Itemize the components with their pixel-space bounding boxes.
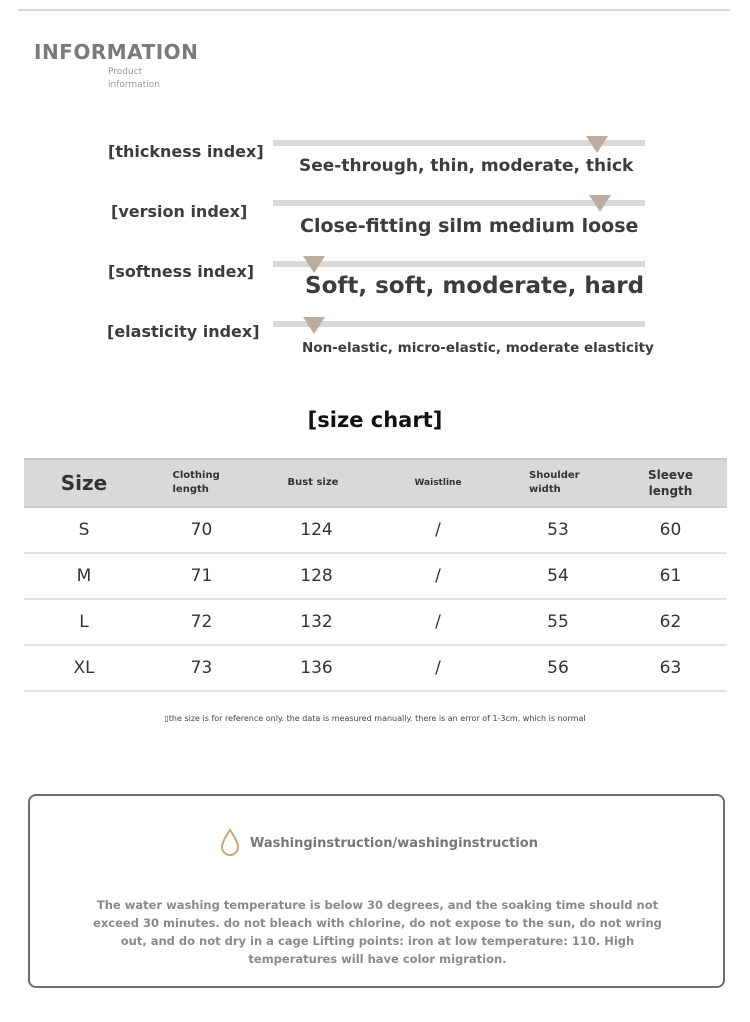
table-cell: M xyxy=(24,553,144,599)
size-table-header-row xyxy=(24,459,727,507)
table-cell: 136 xyxy=(259,645,374,691)
thickness-index-label: [thickness index] xyxy=(108,142,264,161)
table-cell: 70 xyxy=(144,507,259,553)
table-cell: XL xyxy=(24,645,144,691)
table-cell: 56 xyxy=(502,645,614,691)
table-row xyxy=(24,599,727,645)
table-cell: / xyxy=(374,599,502,645)
washing-heading: Washinginstruction/washinginstruction xyxy=(250,836,538,851)
table-cell: L xyxy=(24,599,144,645)
thickness-index-description: See-through, thin, moderate, thick xyxy=(299,156,634,176)
table-cell: 71 xyxy=(144,553,259,599)
version-index-label: [version index] xyxy=(111,202,248,221)
version-index-description: Close-fitting silm medium loose xyxy=(300,215,639,237)
size-chart-title: [size chart] xyxy=(307,408,443,432)
section-subtitle: Product information xyxy=(108,67,160,90)
table-cell: 132 xyxy=(259,599,374,645)
softness-index-bar xyxy=(273,261,645,267)
column-header-shoulder-width: Shoulder width xyxy=(502,459,614,507)
column-header-sleeve-length: Sleeve length xyxy=(614,459,727,507)
size-chart-note: ▯the size is for reference only. the data is measured manually. there is an error of 1-3cm, which is normal xyxy=(164,714,586,723)
table-cell: 124 xyxy=(259,507,374,553)
version-index-marker xyxy=(589,195,611,212)
elasticity-index-bar xyxy=(273,321,645,327)
table-cell: / xyxy=(374,507,502,553)
table-cell: 73 xyxy=(144,645,259,691)
elasticity-index-description: Non-elastic, micro-elastic, moderate elasticity xyxy=(302,340,654,356)
size-table xyxy=(24,458,727,692)
table-row xyxy=(24,645,727,691)
column-header-waistline: Waistline xyxy=(374,459,502,507)
table-cell: / xyxy=(374,645,502,691)
table-cell: 61 xyxy=(614,553,727,599)
section-title: INFORMATION xyxy=(34,40,199,64)
washing-instruction-panel xyxy=(28,794,725,988)
table-row xyxy=(24,553,727,599)
column-header-size: Size xyxy=(24,459,144,507)
elasticity-index-label: [elasticity index] xyxy=(107,322,260,341)
table-cell: S xyxy=(24,507,144,553)
water-drop-icon xyxy=(220,828,240,856)
table-cell: 55 xyxy=(502,599,614,645)
elasticity-index-marker xyxy=(303,317,325,334)
softness-index-marker xyxy=(303,256,325,273)
table-cell: 128 xyxy=(259,553,374,599)
table-cell: 72 xyxy=(144,599,259,645)
table-cell: 63 xyxy=(614,645,727,691)
top-divider xyxy=(18,9,730,11)
table-cell: 62 xyxy=(614,599,727,645)
washing-text: The water washing temperature is below 30 degrees, and the soaking time should not exceed 30 minutes. do not bleach with chlorine, do not expose to the sun, do not wring out, and do not dry in a cage Lifting points: iron at low temperature: 110. High temperatures will have color migration. xyxy=(93,898,662,966)
softness-index-description: Soft, soft, moderate, hard xyxy=(305,273,645,299)
column-header-bust-size: Bust size xyxy=(259,459,374,507)
table-cell: 53 xyxy=(502,507,614,553)
column-header-clothing-length: Clothing length xyxy=(144,459,259,507)
table-cell: 60 xyxy=(614,507,727,553)
table-cell: 54 xyxy=(502,553,614,599)
softness-index-label: [softness index] xyxy=(108,262,255,281)
thickness-index-marker xyxy=(586,136,608,153)
table-row xyxy=(24,507,727,553)
table-cell: / xyxy=(374,553,502,599)
